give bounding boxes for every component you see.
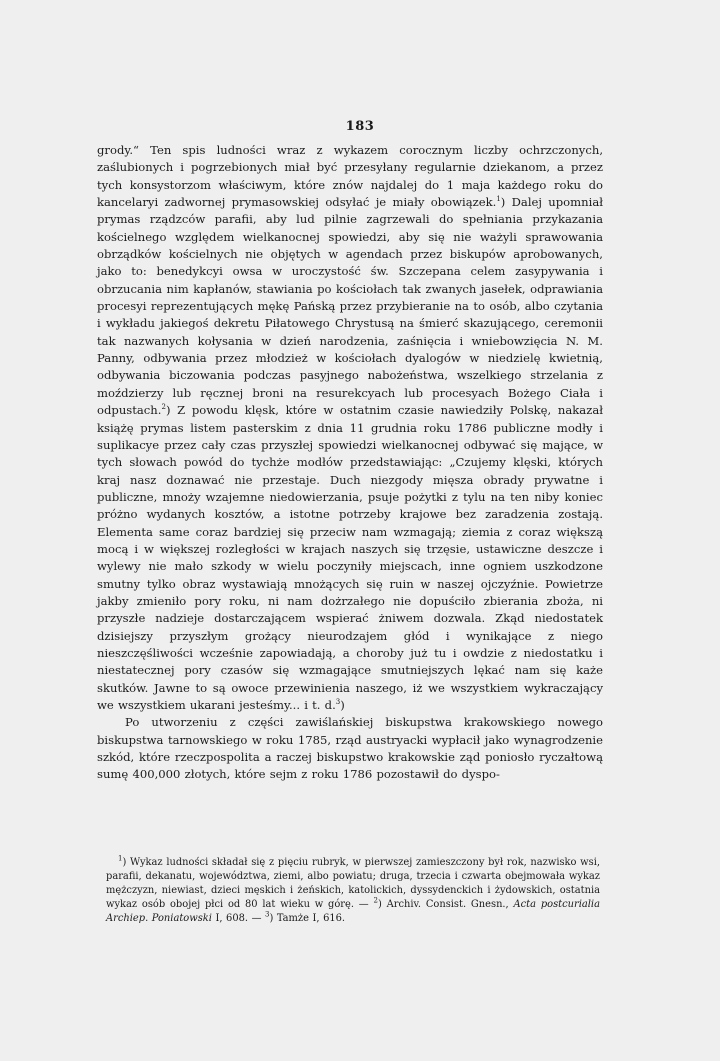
footnote-text: ) Tamże I, 616. [269,913,346,925]
footnote-marker: 2 [373,896,378,905]
footnote-text: I, 608. — [211,913,265,925]
main-text [97,142,603,784]
text-segment: Po utworzeniu z części zawiślańskiej biskupstwa krakowskiego nowego biskupstwa tarnowskiego w roku 1785, rząd austryacki wypłacił jako wynagrodzenie szkód, które rzeczpospolita a raczej biskupstwo krakowskie ząd poniosło ryczałtową sumę 400,000 złotych, które sejm z roku 1786 pozostawił do dyspo- [97,715,603,782]
page-number: 183 [345,119,375,134]
paragraph [97,714,603,783]
footnote-italic-title: Acta postcurialia Archiep. Poniatowski [106,899,600,925]
paragraph [97,142,603,714]
footnote-text: ) Wykaz ludności składał się z pięciu rubryk, w pierwszej zamieszczony był rok, nazwisko wsi, parafii, dekanatu, województwa, ziemi, albo powiatu; druga, trzecia i czwarta obejmowała wykaz mężczyzn, niewiast, dzieci męskich i żeńskich, katolickich, dyssydenckich i żydowskich, ostatnia wykaz osób obojej płci od 80 lat wieku w górę. — [106,857,600,911]
footnote-ref: 2 [161,403,166,412]
footnote-block [106,856,600,926]
text-segment: ) Z powodu klęsk, które w ostatnim czasie nawiedziły Polskę, nakazał książę prymas listem pasterskim z dnia 11 grudnia roku 1786 publiczne modły i suplikacye przez cały czas przyszłej spowiedzi wielkanocnej odbywać się mające, w tych słowach powód do tychże modłów przedstawiając: „Czujemy klęski, których kraj nasz doznawać nie przestaje. Duch niezgody mięsza obrady prywatne i publiczne, mnoży wzajemne niedowierzania, psuje pożytki z tylu na ten niby koniec próżno wydanych kosztów, a istotne potrzeby krajowe bez zaradzenia zostają. Elementa same coraz bardziej się przeciw nam wzmagają; ziemia z coraz większą mocą i w większej rozległości w krajach naszych się trzęsie, ustawiczne deszcze i wylewy nie mało szkody w wielu poczyniły miejscach, inne ogniem uszkodzone smutny tylko obraz wystawiają mnożących się ruin w naszej ojczyźnie. Powietrze jakby zmieniło pory roku, ni nam dożrzałego nie dopuściło zbierania zboża, ni przyszłe nadzieje dostarczającem wspierać żniwem dozwala. Zkąd niedostatek dzisiejszy przyszłym grożący nieurodzajem głód i wynikające z niego nieszczęśliwości wcześnie zapowiadają, a choroby już tu i owdzie z niedostatku i niestatecznej pory czasów się wzmagające smutniejszych lękać nam się każe skutków. Jawne to są owoce przewinienia naszego, iż we wszystkiem wykraczający we wszystkiem ukarani jesteśmy... i t. d. [97,403,603,712]
text-segment: ) [340,698,345,712]
text-segment: grody.“ Ten spis ludności wraz z wykazem corocznym liczby ochrzczonych, zaślubionych i pogrzebionych miał być przesyłany regularnie dziekanom, a przez tych konsystorzom właściwym, które znów najdalej do 1 maja każdego roku do kancelaryi zadwornej prymasowskiej odsyłać je miały obowiązek. [97,143,603,210]
footnote-ref: 1 [496,195,501,204]
footnote-text: ) Archiv. Consist. Gnesn., [377,899,514,911]
footnote-marker: 3 [264,911,270,920]
footnote-marker: 1 [118,854,123,863]
text-segment: ) Dalej upomniał prymas rządzców parafii, aby lud pilnie zagrzewali do spełniania przykazania kościelnego względem wielkanocnej spowiedzi, aby się nie ważyli sprawowania obrządków kościelnych nie objętych w agendach przez biskupów aprobowanych, jako to: benedykcyi owsa w uroczystość św. Szczepana celem zasypywania i obrzucania nim kapłanów, stawiania po kościołach tak zwanych jasełek, odprawiania procesyi reprezentujących mękę Pańską przez przybieranie na to osób, albo czytania i wykładu jakiegoś dekretu Piłatowego Chrystusą na śmierć skazującego, ceremonii tak nazwanych kołysania w dzień narodzenia, zaśnięcia i wniebowzięcia N. M. Panny, odbywania przez młodzież w kościołach dyalogów w niedzielę kwietnią, odbywania biczowania podczas pasyjnego nabożeństwa, wszelkiego strzelania z moździerzy lub ręcznej broni na resurekcyach lub procesyach Bożego Ciała i odpustach. [97,195,604,418]
footnote-ref: 3 [335,698,341,707]
footnotes [106,856,600,926]
